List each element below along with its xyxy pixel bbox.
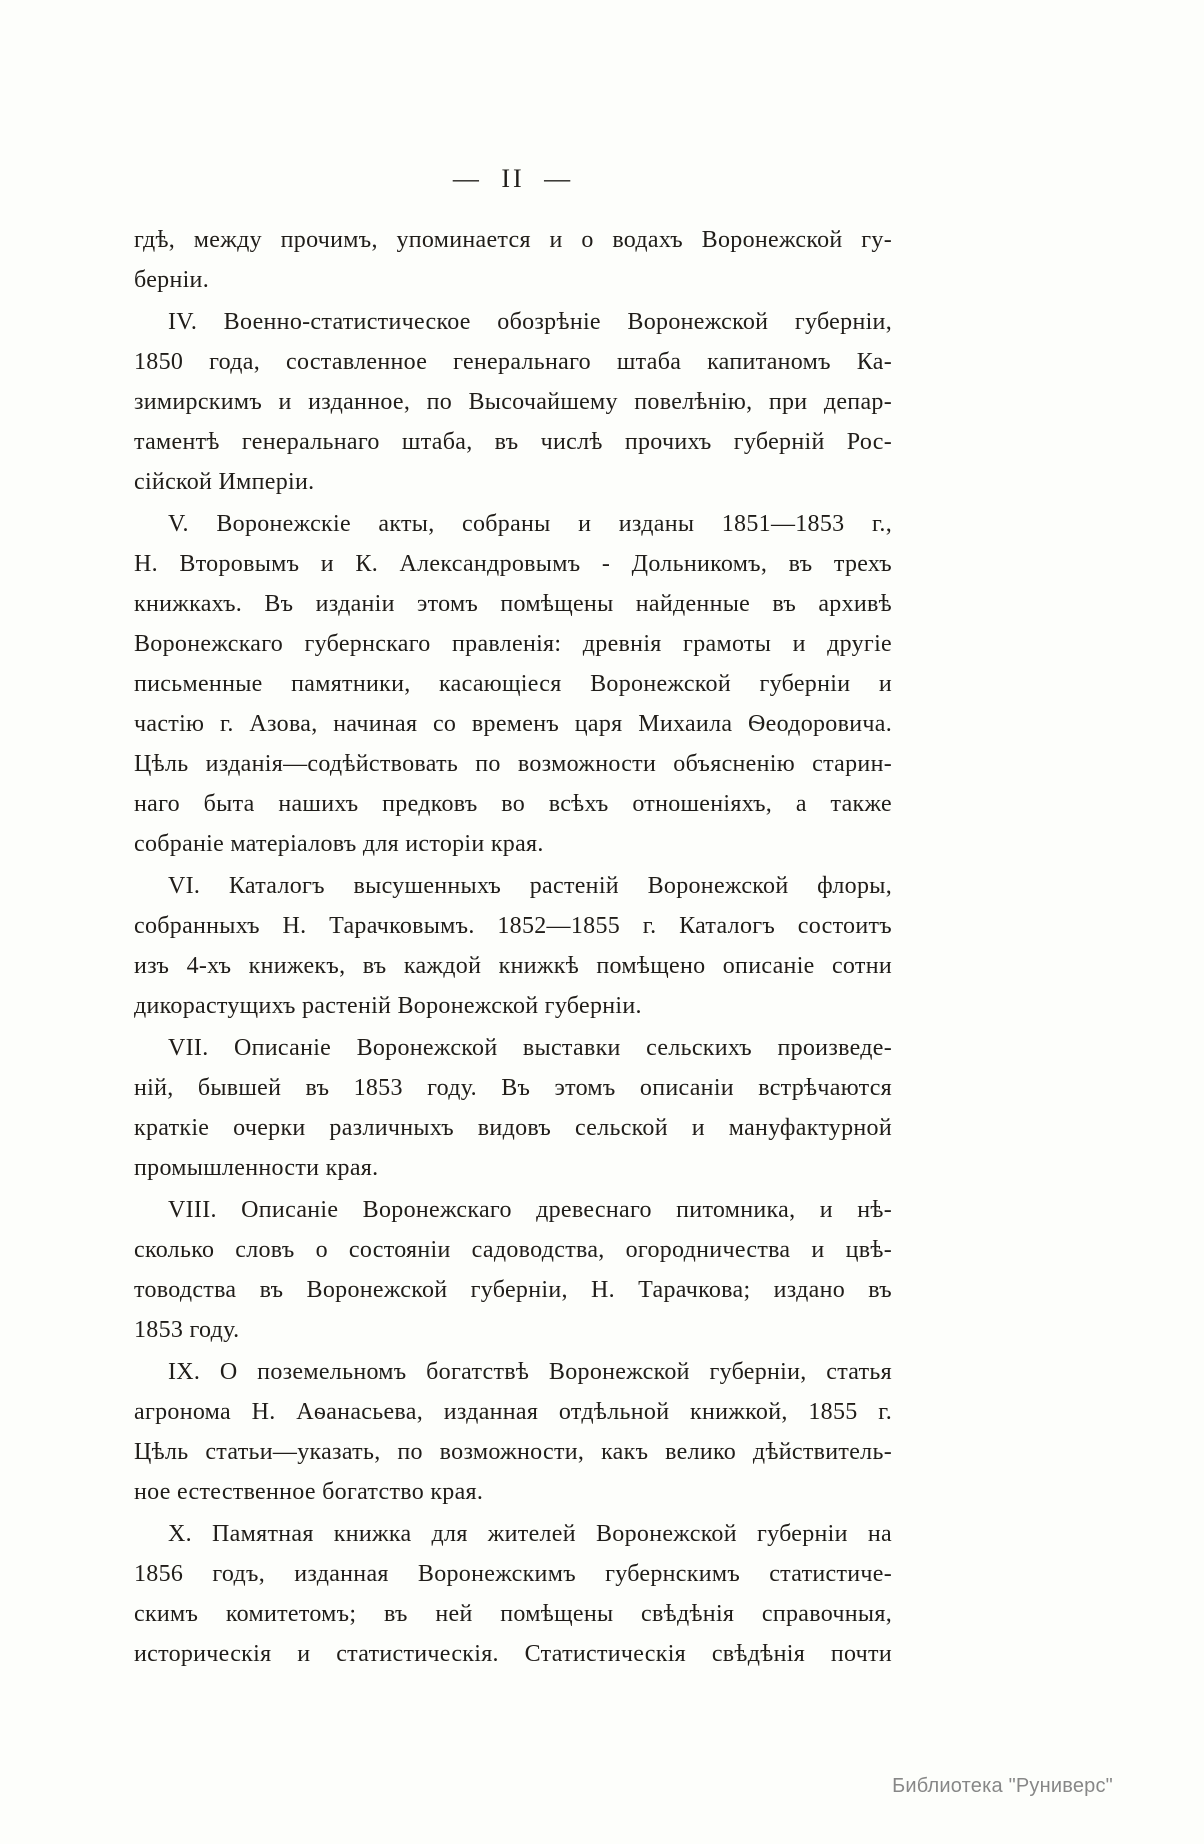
text-line: Цѣль статьи—указать, по возможности, какъ велико дѣйствитель-	[134, 1439, 892, 1465]
text-line: X. Памятная книжка для жителей Воронежской губерніи на	[168, 1521, 892, 1547]
paragraph	[134, 504, 892, 864]
text-line: Цѣль изданія—содѣйствовать по возможности объясненію старин-	[134, 751, 892, 777]
paragraph	[134, 302, 892, 502]
text-line: сколько словъ о состояніи садоводства, огородничества и цвѣ-	[134, 1237, 892, 1263]
text-line: гдѣ, между прочимъ, упоминается и о водахъ Воронежской гу-	[134, 227, 892, 253]
text-line: изъ 4-хъ книжекъ, въ каждой книжкѣ помѣщено описаніе сотни	[134, 953, 892, 979]
text-line: сійской Имперіи.	[134, 469, 315, 495]
text-line: письменные памятники, касающіеся Воронежской губерніи и	[134, 671, 892, 697]
text-line: историческія и статистическія. Статистическія свѣдѣнія почти	[134, 1641, 892, 1667]
text-line: агронома Н. Аѳанасьева, изданная отдѣльной книжкой, 1855 г.	[134, 1399, 892, 1425]
text-line: IX. О поземельномъ богатствѣ Воронежской губерніи, статья	[168, 1359, 892, 1385]
text-line: зимирскимъ и изданное, по Высочайшему повелѣнію, при депар-	[134, 389, 892, 415]
text-line: IV. Военно-статистическое обозрѣніе Воронежской губерніи,	[168, 309, 892, 335]
text-line: берніи.	[134, 267, 210, 293]
page-number-header: — II —	[452, 164, 574, 193]
text-line: собраніе матеріаловъ для исторіи края.	[134, 831, 544, 857]
text-line: ній, бывшей въ 1853 году. Въ этомъ описаніи встрѣчаются	[134, 1075, 892, 1101]
text-line: наго быта нашихъ предковъ во всѣхъ отношеніяхъ, а также	[134, 791, 892, 817]
text-line: ное естественное богатство края.	[134, 1479, 484, 1505]
text-line: частію г. Азова, начиная со временъ царя Михаила Ѳеодоровича.	[134, 711, 892, 737]
body-text-block	[134, 220, 892, 1674]
library-watermark: Библиотека "Руниверс"	[892, 1775, 1113, 1797]
text-block-container	[134, 150, 892, 1674]
text-line: VIII. Описаніе Воронежскаго древеснаго питомника, и нѣ-	[168, 1197, 892, 1223]
text-line: VI. Каталогъ высушенныхъ растеній Воронежской флоры,	[168, 873, 892, 899]
text-line: Воронежскаго губернскаго правленія: древнія грамоты и другіе	[134, 631, 892, 657]
paragraph	[134, 1352, 892, 1512]
text-line: таментѣ генеральнаго штаба, въ числѣ прочихъ губерній Рос-	[134, 429, 892, 455]
text-line: дикорастущихъ растеній Воронежской губерніи.	[134, 993, 642, 1019]
paragraph	[134, 1028, 892, 1188]
paragraph	[134, 1190, 892, 1350]
paragraph	[134, 1514, 892, 1674]
text-line: скимъ комитетомъ; въ ней помѣщены свѣдѣнія справочныя,	[134, 1601, 892, 1627]
text-line: 1856 годъ, изданная Воронежскимъ губернскимъ статистиче-	[134, 1561, 892, 1587]
text-line: товодства въ Воронежской губерніи, Н. Тарачкова; издано въ	[134, 1277, 892, 1303]
text-line: книжкахъ. Въ изданіи этомъ помѣщены найденные въ архивѣ	[134, 591, 892, 617]
text-line: Н. Второвымъ и К. Александровымъ - Дольникомъ, въ трехъ	[134, 551, 892, 577]
text-line: промышленности края.	[134, 1155, 379, 1181]
text-line: 1853 году.	[134, 1317, 240, 1343]
text-line: собранныхъ Н. Тарачковымъ. 1852—1855 г. Каталогъ состоитъ	[134, 913, 892, 939]
paragraph	[134, 866, 892, 1026]
paragraph	[134, 220, 892, 300]
text-line: V. Воронежскіе акты, собраны и изданы 1851—1853 г.,	[168, 511, 892, 537]
text-line: VII. Описаніе Воронежской выставки сельскихъ произведе-	[168, 1035, 892, 1061]
text-line: 1850 года, составленное генеральнаго штаба капитаномъ Ка-	[134, 349, 892, 375]
text-line: краткіе очерки различныхъ видовъ сельской и мануфактурной	[134, 1115, 892, 1141]
